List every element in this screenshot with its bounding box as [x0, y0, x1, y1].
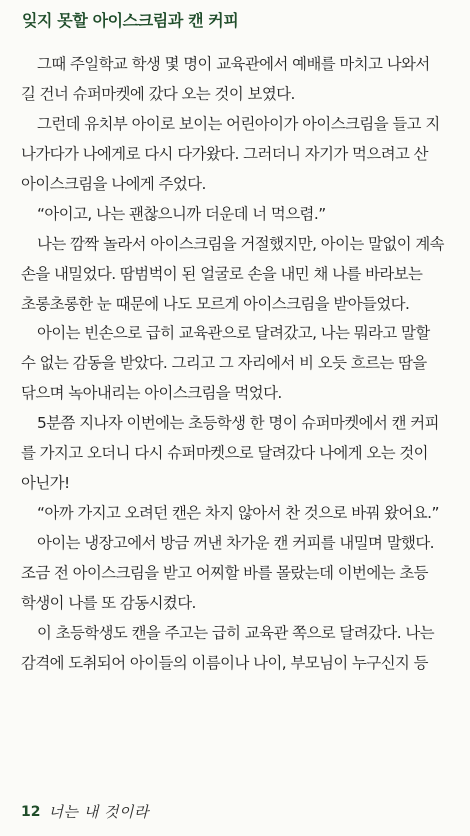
- text-line: “아까 가지고 오려던 캔은 차지 않아서 찬 것으로 바꿔 왔어요.”: [37, 504, 439, 523]
- page-number: 12: [21, 804, 41, 820]
- text-line: 손을 내밀었다. 땀범벅이 된 얼굴로 손을 내민 채 나를 바라보는: [21, 264, 423, 283]
- book-title: 너는 내 것이라: [48, 803, 149, 821]
- text-line: 그때 주일학교 학생 몇 명이 교육관에서 예배를 마치고 나와서: [37, 55, 430, 73]
- text-line: 그런데 유치부 아이로 보이는 어린아이가 아이스크림을 들고 지: [37, 114, 440, 133]
- text-line: 학생이 나를 또 감동시켰다.: [21, 593, 196, 612]
- text-line: 아이는 빈손으로 급히 교육관으로 달려갔고, 나는 뭐라고 말할: [37, 324, 430, 343]
- section-heading: 잊지 못할 아이스크림과 캔 커피: [22, 11, 239, 30]
- text-line: 나가다가 나에게로 다시 다가왔다. 그러더니 자기가 먹으려고 산: [21, 144, 428, 163]
- text-line: 이 초등학생도 캔을 주고는 급히 교육관 쪽으로 달려갔다. 나는: [37, 623, 435, 642]
- text-line: 조금 전 아이스크림을 받고 어찌할 바를 몰랐는데 이번에는 초등: [21, 563, 428, 582]
- text-line: 나는 깜짝 놀라서 아이스크림을 거절했지만, 아이는 말없이 계속: [37, 234, 444, 253]
- text-line: 아닌가!: [21, 474, 70, 493]
- text-line: 를 가지고 오더니 다시 슈퍼마켓으로 달려갔다 나에게 오는 것이: [21, 444, 428, 463]
- page-footer: [21, 804, 149, 820]
- body-text: [21, 50, 449, 679]
- text-line: 감격에 도취되어 아이들의 이름이나 나이, 부모님이 누구신지 등: [21, 653, 428, 672]
- text-line: 길 건너 슈퍼마켓에 갔다 오는 것이 보였다.: [21, 84, 295, 103]
- text-line: 수 없는 감동을 받았다. 그리고 그 자리에서 비 오듯 흐르는 땀을: [21, 354, 427, 373]
- text-line: 닦으며 녹아내리는 아이스크림을 먹었다.: [21, 384, 282, 403]
- text-line: 아이는 냉장고에서 방금 꺼낸 차가운 캔 커피를 내밀며 말했다.: [37, 534, 435, 552]
- text-line: “아이고, 나는 괜찮으니까 더운데 너 먹으렴.”: [37, 204, 326, 223]
- text-line: 5분쯤 지나자 이번에는 초등학생 한 명이 슈퍼마켓에서 캔 커피: [37, 414, 439, 433]
- text-line: 초롱초롱한 눈 때문에 나도 모르게 아이스크림을 받아들었다.: [21, 294, 410, 313]
- text-line: 아이스크림을 나에게 주었다.: [21, 174, 206, 193]
